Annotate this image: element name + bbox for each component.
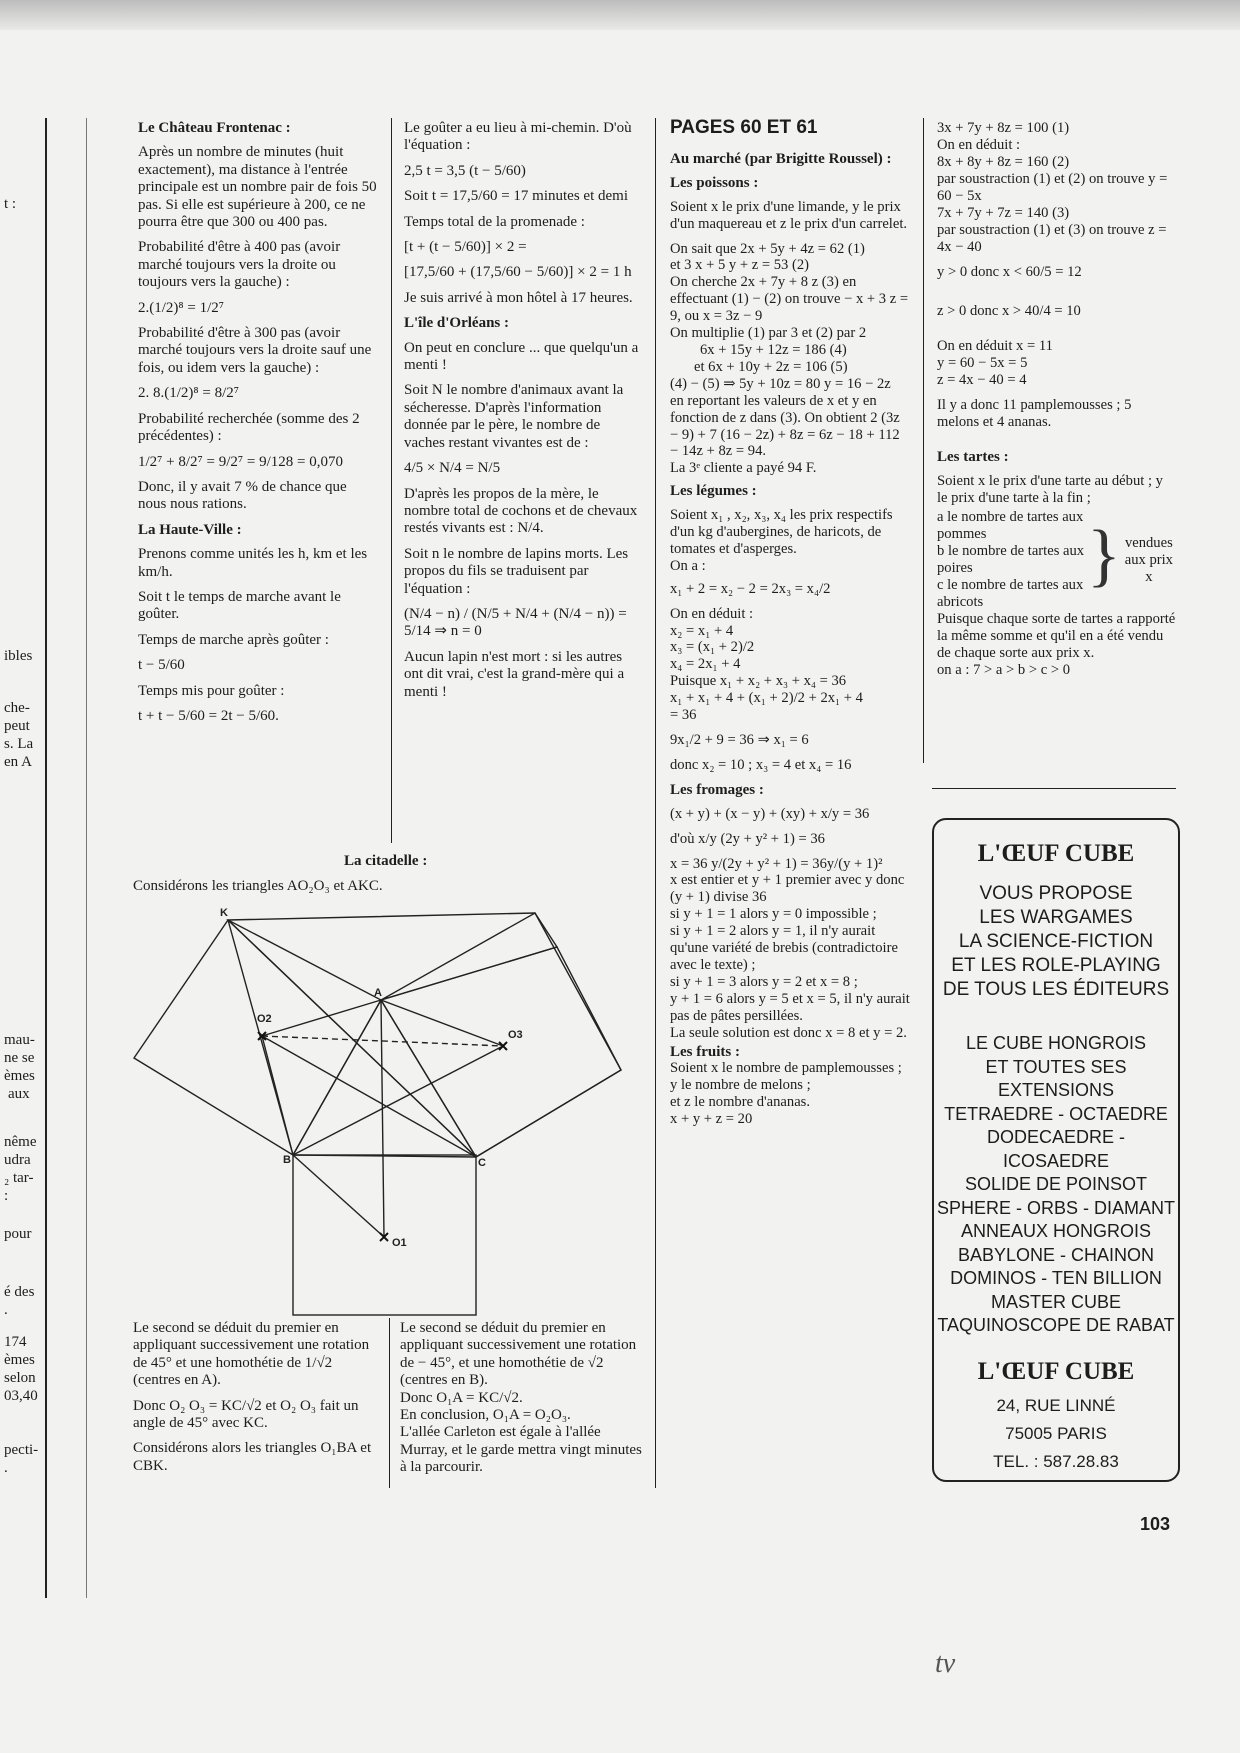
label-c: C bbox=[478, 1157, 486, 1169]
square-ac bbox=[381, 947, 621, 1157]
fragment: ₂ tar- bbox=[4, 1170, 34, 1186]
label-k: K bbox=[220, 907, 228, 919]
column-rule bbox=[391, 118, 392, 843]
fragment: t : bbox=[4, 196, 17, 212]
equation: x₂ = x₁ + 4 bbox=[670, 622, 734, 639]
paragraph: Temps mis pour goûter : bbox=[138, 682, 285, 699]
equation: Puisque x₁ + x₂ + x₃ + x₄ = 36 bbox=[670, 673, 847, 690]
equation: x₄ = 2x₁ + 4 bbox=[670, 656, 741, 673]
paragraph: Soient x le prix d'une tarte au début ; y le prix d'une tarte à la fin ; bbox=[937, 473, 1163, 506]
citadelle-diagram bbox=[130, 900, 630, 1320]
equation: t − 5/60 bbox=[138, 657, 185, 674]
paragraph: Il y a donc 11 pamplemousses ; 5 melons et 4 ananas. bbox=[937, 397, 1132, 430]
ad-product: ET TOUTES SES EXTENSIONS bbox=[985, 1056, 1127, 1100]
paragraph: Le goûter a eu lieu à mi-chemin. D'où l'équation : bbox=[404, 120, 632, 154]
equation: (x + y) + (x − y) + (xy) + x/y = 36 bbox=[670, 805, 870, 822]
page-number: 103 bbox=[1140, 1514, 1171, 1534]
ad-city: 75005 PARIS bbox=[1005, 1423, 1107, 1443]
equation: = 36 bbox=[670, 707, 697, 724]
ad-line: ET LES ROLE-PLAYING bbox=[951, 955, 1161, 976]
ad-product: SPHERE - ORBS - DIAMANT bbox=[936, 1197, 1176, 1218]
equation: x₁ + 2 = x₂ − 2 = 2x₃ = x₄/2 bbox=[670, 580, 831, 597]
column-rule bbox=[389, 1318, 390, 1488]
fragment: peut bbox=[4, 718, 30, 734]
subsection-title: Les tartes : bbox=[937, 449, 1009, 465]
label-o1: O1 bbox=[392, 1237, 407, 1249]
equation: t + t − 5/60 = 2t − 5/60. bbox=[138, 707, 279, 724]
ad-phone: TEL. : 587.28.83 bbox=[993, 1451, 1119, 1471]
equation: [t + (t − 5/60)] × 2 = bbox=[404, 239, 527, 256]
paragraph: Probabilité d'être à 400 pas (avoir marché toujours vers la droite ou toujours vers la gauche) : bbox=[138, 239, 341, 291]
paragraph: Prenons comme unités les h, km et les km/h. bbox=[138, 546, 368, 580]
paragraph: La seule solution est donc x = 8 et y = 2. bbox=[670, 1024, 907, 1041]
fragment: udra bbox=[4, 1152, 31, 1168]
ad-product: TETRAEDRE - OCTAEDRE bbox=[944, 1103, 1168, 1124]
figure-intro: Considérons les triangles AO₂O₃ et AKC. bbox=[133, 878, 383, 894]
ad-product: LE CUBE HONGROIS bbox=[965, 1033, 1147, 1053]
divider bbox=[932, 788, 1176, 789]
ad-product: MASTER CUBE bbox=[990, 1291, 1122, 1312]
subsection-title: Les fromages : bbox=[670, 781, 764, 798]
paragraph: on a : 7 > a > b > c > 0 bbox=[937, 662, 1071, 678]
paragraph: D'après les propos de la mère, le nombre total de cochons et de chevaux restés vivants est : N/4. bbox=[404, 485, 638, 537]
paragraph: L'allée Carleton est égale à l'allée Murray, et le garde mettra vingt minutes à la parcourir. bbox=[400, 1424, 642, 1476]
equation: 2,5 t = 3,5 (t − 5/60) bbox=[404, 162, 526, 179]
fragment: che- bbox=[4, 700, 30, 716]
section-heading: PAGES 60 ET 61 bbox=[670, 117, 818, 138]
equation: 2.(1/2)⁸ = 1/2⁷ bbox=[138, 299, 224, 316]
section-title: La Haute-Ville : bbox=[138, 521, 242, 538]
paragraph: La 3ᵉ cliente a payé 94 F. bbox=[670, 460, 817, 477]
paragraph: Considérons alors les triangles O₁BA et CBK. bbox=[133, 1440, 372, 1474]
equation: [17,5/60 + (17,5/60 − 5/60)] × 2 = 1 h bbox=[404, 264, 632, 281]
fragment: . bbox=[4, 1460, 8, 1476]
paragraph: Donc O₁A = KC/√2. bbox=[400, 1389, 523, 1406]
brace-group bbox=[937, 509, 1177, 611]
fragment: mau- bbox=[4, 1032, 35, 1048]
paragraph: On en déduit : bbox=[937, 137, 1021, 153]
advertisement-oeuf-cube bbox=[932, 818, 1180, 1482]
right-brace: } bbox=[1087, 517, 1121, 594]
paragraph: Donc O₂ O₃ = KC/√2 et O₂ O₃ fait un angle de 45° avec KC. bbox=[133, 1397, 359, 1432]
brace-item: b le nombre de tartes aux poires bbox=[937, 543, 1085, 576]
paragraph: On sait que 2x + 5y + 4z = 62 (1) bbox=[670, 240, 865, 257]
brace-item: a le nombre de tartes aux pommes bbox=[937, 509, 1084, 542]
fragment: é des bbox=[4, 1284, 35, 1300]
paragraph: Temps de marche après goûter : bbox=[138, 631, 329, 648]
equation: donc x₂ = 10 ; x₃ = 4 et x₄ = 16 bbox=[670, 756, 852, 773]
fragment: en A bbox=[4, 754, 32, 770]
paragraph: Temps total de la promenade : bbox=[404, 213, 585, 230]
fragment: 174 bbox=[4, 1334, 27, 1350]
fragment: : bbox=[4, 1188, 9, 1204]
ad-brand: L'ŒUF CUBE bbox=[977, 840, 1135, 867]
scan-edge bbox=[0, 0, 1240, 30]
paragraph: Le second se déduit du premier en appliquant successivement une rotation de 45° et une homothétie de 1/√2 (centres en A). bbox=[133, 1320, 370, 1389]
section-title: Le Château Frontenac : bbox=[138, 120, 291, 136]
margin-rule bbox=[86, 118, 87, 1598]
ad-line: DE TOUS LES ÉDITEURS bbox=[942, 979, 1170, 1000]
subsection-title: Les fruits : bbox=[670, 1043, 740, 1060]
equation: 2. 8.(1/2)⁸ = 8/2⁷ bbox=[138, 385, 239, 402]
paragraph: et z le nombre d'ananas. bbox=[670, 1094, 810, 1111]
ad-product: BABYLONE - CHAINON bbox=[957, 1244, 1155, 1265]
paragraph: Probabilité recherchée (somme des 2 précédentes) : bbox=[138, 410, 360, 445]
brace-label: vendues aux prix x bbox=[1124, 534, 1173, 585]
equation: x₃ = (x₁ + 2)/2 bbox=[670, 639, 755, 656]
paragraph: Soient x le nombre de pamplemousses ; bbox=[670, 1060, 902, 1077]
paragraph: Soit N le nombre d'animaux avant la sécheresse. D'après l'information donnée par le père, le nombre de vaches restant vivantes est de : bbox=[404, 382, 624, 451]
column-rule bbox=[923, 118, 924, 763]
paragraph: si y + 1 = 2 alors y = 1, il n'y aurait qu'une variété de brebis (contradictoire avec le texte) ; bbox=[670, 923, 898, 973]
citadelle-text-right bbox=[400, 1320, 645, 1477]
handwritten-mark: tv bbox=[935, 1648, 956, 1679]
fragment: ibles bbox=[4, 648, 33, 664]
margin-rule bbox=[45, 118, 47, 1598]
paragraph: Je suis arrivé à mon hôtel à 17 heures. bbox=[404, 289, 633, 306]
fragment: pour bbox=[4, 1226, 32, 1242]
fragment: nême bbox=[4, 1134, 37, 1150]
paragraph: Soient x le prix d'une limande, y le prix d'un maquereau et z le prix d'un carrelet. bbox=[670, 198, 908, 232]
paragraph: si y + 1 = 3 alors y = 2 et x = 8 ; bbox=[670, 973, 858, 990]
square-ak bbox=[134, 920, 381, 1155]
equation: z = 4x − 40 = 4 bbox=[937, 372, 1027, 388]
label-b: B bbox=[283, 1154, 291, 1166]
equation: z > 0 donc x > 40/4 = 10 bbox=[937, 303, 1081, 319]
equation: y = 60 − 5x = 5 bbox=[937, 355, 1028, 371]
equation: 8x + 8y + 8z = 160 (2) bbox=[937, 154, 1070, 170]
ad-product: ANNEAUX HONGROIS bbox=[960, 1221, 1152, 1241]
paragraph: En conclusion, O₁A = O₂O₃. bbox=[400, 1407, 571, 1424]
ad-product: TAQUINOSCOPE DE RABAT bbox=[937, 1315, 1175, 1335]
paragraph: si y + 1 = 1 alors y = 0 impossible ; bbox=[670, 906, 877, 923]
fragment: selon bbox=[4, 1370, 36, 1386]
ad-line: LA SCIENCE-FICTION bbox=[958, 931, 1154, 952]
ad-product: DOMINOS - TEN BILLION bbox=[950, 1268, 1162, 1288]
equation: 4/5 × N/4 = N/5 bbox=[404, 460, 501, 477]
paragraph: y + 1 = 6 alors y = 5 et x = 5, il n'y aurait pas de pâtes persillées. bbox=[670, 990, 910, 1024]
ad-offer bbox=[934, 882, 1178, 1002]
paragraph: On cherche 2x + 7y + 8 z (3) en effectuant (1) − (2) on trouve − x + 3 z = 9, ou x = 3z − 9 bbox=[670, 274, 909, 325]
paragraph: On peut en conclure ... que quelqu'un a menti ! bbox=[404, 339, 639, 374]
equation: (4) − (5) ⇒ 5y + 10z = 80 y = 16 − 2z bbox=[670, 375, 891, 392]
brace-items bbox=[937, 509, 1087, 611]
column-rule bbox=[655, 118, 656, 1488]
paragraph: Aucun lapin n'est mort : si les autres ont dit vrai, c'est la grand-mère qui a menti ! bbox=[404, 648, 625, 700]
equation: 3x + 7y + 8z = 100 (1) bbox=[937, 120, 1070, 136]
label-o3: O3 bbox=[508, 1029, 523, 1041]
paragraph: x est entier et y + 1 premier avec y donc (y + 1) divise 36 bbox=[670, 872, 905, 906]
paragraph: Donc, il y avait 7 % de chance que nous nous rations. bbox=[138, 478, 347, 513]
equation: 9x₁/2 + 9 = 36 ⇒ x₁ = 6 bbox=[670, 732, 809, 748]
equation: x = 36 y/(2y + y² + 1) = 36y/(y + 1)² bbox=[670, 855, 883, 872]
brace-item: c le nombre de tartes aux abricots bbox=[937, 577, 1084, 610]
ad-line: VOUS PROPOSE bbox=[979, 883, 1133, 904]
fragment: èmes bbox=[4, 1068, 35, 1084]
paragraph: On en déduit : bbox=[670, 605, 754, 622]
ad-product: SOLIDE DE POINSOT bbox=[964, 1174, 1148, 1194]
paragraph: Soient x₁ , x₂, x₃, x₄ les prix respectifs d'un kg d'aubergines, de haricots, de tomates et d'asperges. bbox=[670, 507, 893, 557]
label-o2: O2 bbox=[257, 1013, 272, 1025]
paragraph: en reportant les valeurs de x et y en fonction de z dans (3). On obtient 2 (3z − 9) + 7 (16 − 2z) + 8z = 6z − 18 + 112 − 14z + 8z = 94. bbox=[670, 392, 900, 460]
equation: (N/4 − n) / (N/5 + N/4 + (N/4 − n)) = 5/14 ⇒ n = 0 bbox=[404, 605, 631, 640]
paragraph: Probabilité d'être à 300 pas (avoir marché toujours vers la droite sauf une fois, ou idem vers la gauche) : bbox=[138, 325, 372, 376]
section-title: Au marché (par Brigitte Roussel) : bbox=[670, 150, 892, 167]
citadelle-text-left bbox=[133, 1320, 375, 1483]
paragraph: et 3 x + 5 y + z = 53 (2) bbox=[670, 257, 809, 274]
paragraph: par soustraction (1) et (3) on trouve z = 4x − 40 bbox=[937, 222, 1167, 255]
equation: x + y + z = 20 bbox=[670, 1111, 753, 1128]
section-title: L'île d'Orléans : bbox=[404, 315, 509, 332]
fragment: èmes bbox=[4, 1352, 35, 1368]
figure-title: La citadelle : bbox=[344, 853, 428, 869]
equation: 1/2⁷ + 8/2⁷ = 9/2⁷ = 9/128 = 0,070 bbox=[138, 453, 343, 470]
label-a: A bbox=[374, 987, 382, 999]
ad-products bbox=[934, 1032, 1178, 1338]
paragraph: y le nombre de melons ; bbox=[670, 1077, 811, 1094]
subsection-title: Les légumes : bbox=[670, 483, 757, 500]
fragment: aux bbox=[8, 1086, 30, 1102]
paragraph: par soustraction (1) et (2) on trouve y = 60 − 5x bbox=[937, 171, 1168, 204]
paragraph: On multiplie (1) par 3 et (2) par 2 bbox=[670, 325, 867, 342]
paragraph: Puisque chaque sorte de tartes a rapporté la même somme et qu'il en a été vendu de chaque sorte aux prix x. bbox=[937, 611, 1176, 661]
paragraph: Soit t = 17,5/60 = 17 minutes et demi bbox=[404, 188, 628, 205]
ad-address: 24, RUE LINNÉ bbox=[996, 1395, 1116, 1415]
ad-product: DODECAEDRE - ICOSAEDRE bbox=[986, 1127, 1125, 1171]
column-fruits-tartes bbox=[937, 120, 1177, 679]
fragment: pecti- bbox=[4, 1442, 39, 1458]
equation: d'où x/y (2y + y² + 1) = 36 bbox=[670, 830, 825, 847]
ad-line: LES WARGAMES bbox=[979, 907, 1133, 928]
paragraph: Après un nombre de minutes (huit exactement), ma distance à l'entrée principale est un nombre pair de fois 50 pas. Si elle est supérieure à 200, ce ne pourra être que 300 ou 400 pas. bbox=[138, 144, 377, 231]
equation: x₁ + x₁ + 4 + (x₁ + 2)/2 + 2x₁ + 4 bbox=[670, 690, 863, 707]
equation: y > 0 donc x < 60/5 = 12 bbox=[937, 264, 1082, 280]
fragment: s. La bbox=[4, 736, 34, 752]
ad-brand: L'ŒUF CUBE bbox=[977, 1357, 1135, 1385]
fragment: ne se bbox=[4, 1050, 35, 1066]
equation: 6x + 15y + 12z = 186 (4) bbox=[700, 341, 847, 358]
column-haute-ville-orleans bbox=[404, 120, 644, 709]
paragraph: Soit n le nombre de lapins morts. Les propos du fils se traduisent par l'équation : bbox=[404, 545, 629, 597]
fragment: 03,40 bbox=[4, 1388, 38, 1404]
column-au-marche bbox=[670, 117, 910, 1128]
paragraph: On a : bbox=[670, 557, 706, 574]
paragraph: Soit t le temps de marche avant le goûter. bbox=[138, 588, 341, 623]
subsection-title: Les poissons : bbox=[670, 174, 759, 191]
fragment: . bbox=[4, 1302, 8, 1318]
column-chateau-frontenac bbox=[138, 120, 378, 733]
equation: et 6x + 10y + 2z = 106 (5) bbox=[694, 358, 848, 375]
paragraph: Le second se déduit du premier en appliquant successivement une rotation de − 45°, et une homothétie de √2 (centres en B). bbox=[400, 1320, 637, 1389]
square-kc bbox=[228, 913, 621, 1157]
equation: On en déduit x = 11 bbox=[937, 338, 1053, 354]
equation: 7x + 7y + 7z = 140 (3) bbox=[937, 205, 1070, 221]
